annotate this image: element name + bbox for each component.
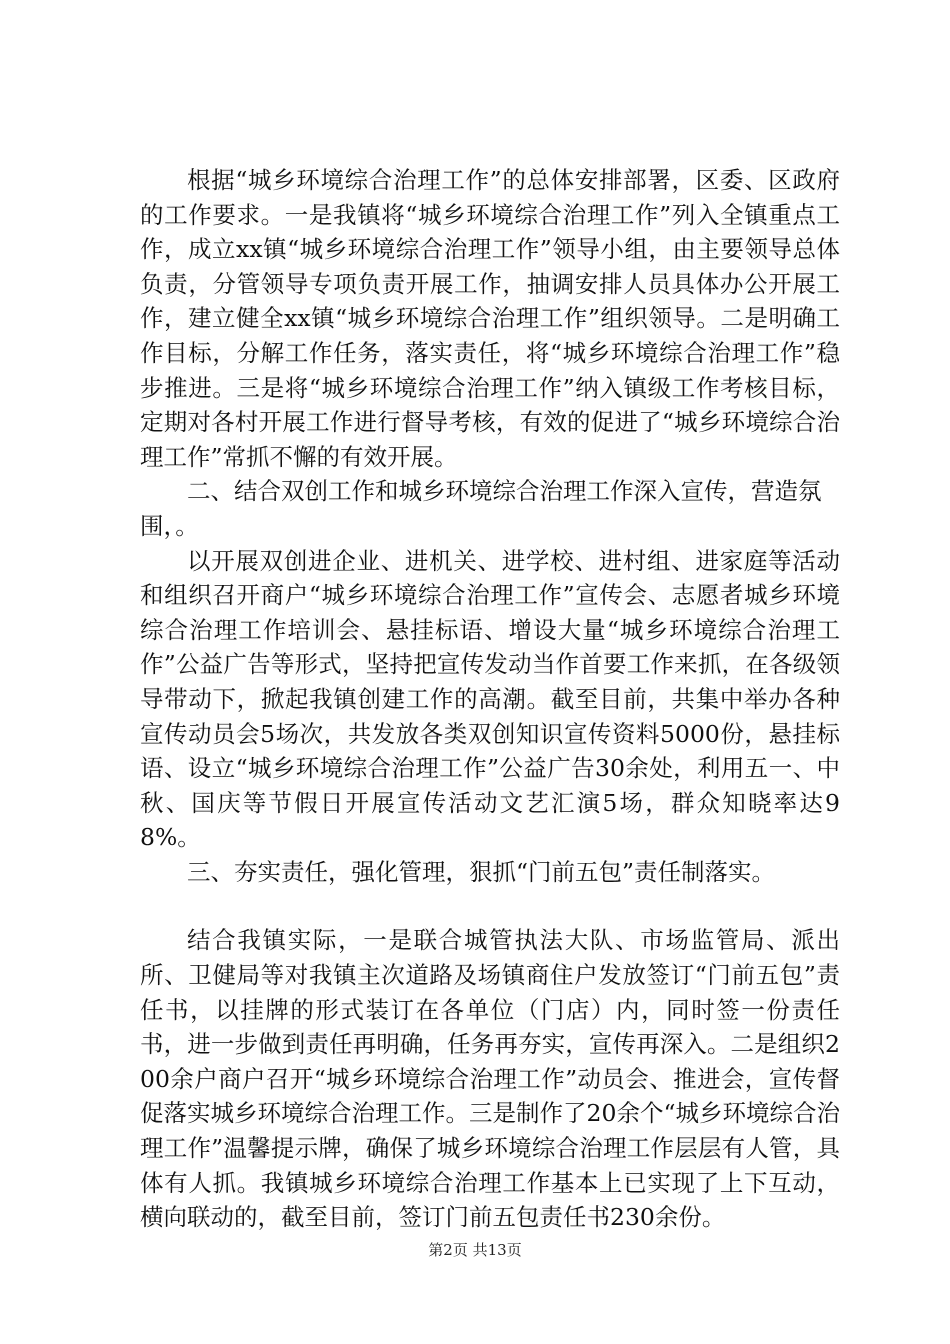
section-heading-publicity: 二、结合双创工作和城乡环境综合治理工作深入宣传，营造氛围，。	[140, 477, 822, 540]
paragraph-gap	[140, 889, 840, 923]
paragraph-leadership: 根据“城乡环境综合治理工作”的总体安排部署，区委、区政府的工作要求。一是我镇将“城乡环境综合治理工作”列入全镇重点工作，成立xx镇“城乡环境综合治理工作”领导小组，由主要领导总体负责，分管领导专项负责开展工作，抽调安排人员具体办公开展工作，建立健全xx镇“城乡环境综合治理工作”组织领导。二是明确工作目标，分解工作任务，落实责任，将“城乡环境综合治理工作”稳步推进。三是将“城乡环境综合治理工作”纳入镇级工作考核目标，定期对各村开展工作进行督导考核，有效的促进了“城乡环境综合治理工作”常抓不懈的有效开展。	[140, 166, 840, 471]
section-heading-responsibility: 三、夯实责任，强化管理，狠抓“门前五包”责任制落实。	[187, 857, 776, 886]
document-body	[140, 163, 840, 1235]
paragraph-publicity: 以开展双创进企业、进机关、进学校、进村组、进家庭等活动和组织召开商户“城乡环境综合治理工作”宣传会、志愿者城乡环境综合治理工作培训会、悬挂标语、增设大量“城乡环境综合治理工作”公益广告等形式，坚持把宣传发动当作首要工作来抓，在各级领导带动下，掀起我镇创建工作的高潮。截至目前，共集中举办各种宣传动员会5场次，共发放各类双创知识宣传资料5000份，悬挂标语、设立“城乡环境综合治理工作”公益广告30余处，利用五一、中秋、国庆等节假日开展宣传活动文艺汇演5场，群众知晓率达98%。	[140, 546, 840, 852]
paragraph-responsibility: 结合我镇实际，一是联合城管执法大队、市场监管局、派出所、卫健局等对我镇主次道路及场镇商住户发放签订“门前五包”责任书，以挂牌的形式装订在各单位（门店）内，同时签一份责任书，进一步做到责任再明确，任务再夯实，宣传再深入。二是组织200余户商户召开“城乡环境综合治理工作”动员会、推进会，宣传督促落实城乡环境综合治理工作。三是制作了20余个“城乡环境综合治理工作”温馨提示牌，确保了城乡环境综合治理工作层层有人管，具体有人抓。我镇城乡环境综合治理工作基本上已实现了上下互动，横向联动的，截至目前，签订门前五包责任书230余份。	[140, 926, 840, 1232]
page-number-footer: 第2页 共13页	[428, 1241, 522, 1259]
